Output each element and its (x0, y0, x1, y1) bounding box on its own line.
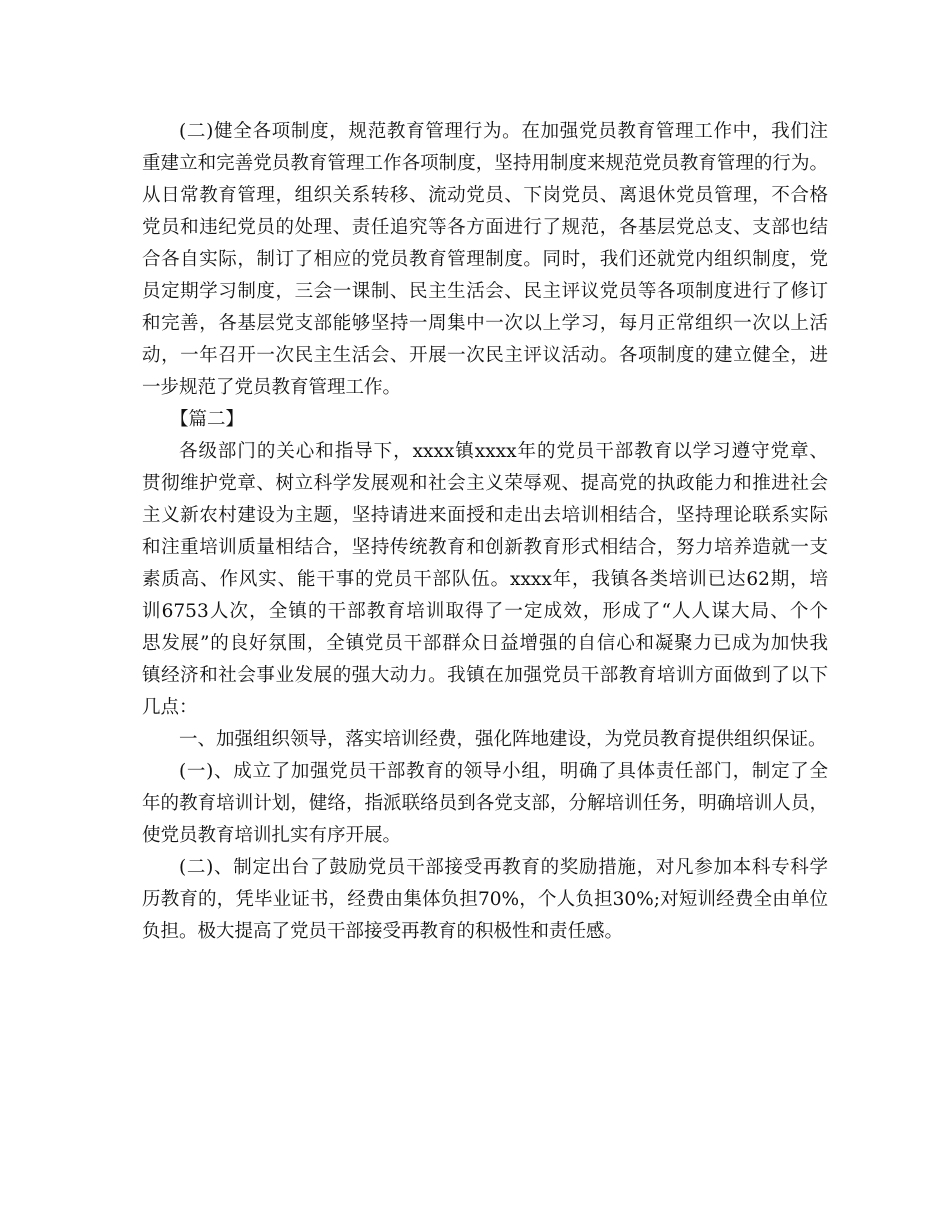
text-line: 历教育的，凭毕业证书，经费由集体负担70%，个人负担30%;对短训经费全由单位 (142, 889, 828, 910)
text-line: (二)健全各项制度，规范教育管理行为。在加强党员教育管理工作中，我们注 (179, 121, 828, 142)
text-line: 和完善，各基层党支部能够坚持一周集中一次以上学习，每月正常组织一次以上活 (142, 313, 828, 334)
paragraph (142, 436, 828, 724)
paragraph (142, 724, 828, 756)
paragraph (142, 852, 828, 948)
text-line: 素质高、作风实、能干事的党员干部队伍。xxxx年，我镇各类培训已达62期，培 (142, 569, 828, 590)
text-line: 贯彻维护党章、树立科学发展观和社会主义荣辱观、提高党的执政能力和推进社会 (142, 473, 828, 494)
text-line: (二)、制定出台了鼓励党员干部接受再教育的奖励措施，对凡参加本科专科学 (179, 857, 828, 878)
text-line: 一、加强组织领导，落实培训经费，强化阵地建设，为党员教育提供组织保证。 (179, 729, 827, 750)
section-heading-text: 【篇二】 (170, 409, 245, 430)
text-line: 一步规范了党员教育管理工作。 (142, 377, 402, 398)
text-line: 使党员教育培训扎实有序开展。 (142, 825, 402, 846)
paragraph (142, 116, 828, 404)
text-line: 从日常教育管理，组织关系转移、流动党员、下岗党员、离退休党员管理，不合格 (142, 185, 828, 206)
text-line: 主义新农村建设为主题，坚持请进来面授和走出去培训相结合，坚持理论联系实际 (142, 505, 828, 526)
text-line: 动，一年召开一次民主生活会、开展一次民主评议活动。各项制度的建立健全，进 (142, 345, 828, 366)
document-body (142, 116, 828, 948)
text-line: 镇经济和社会事业发展的强大动力。我镇在加强党员干部教育培训方面做到了以下 (142, 665, 828, 686)
text-line: 重建立和完善党员教育管理工作各项制度，坚持用制度来规范党员教育管理的行为。 (142, 153, 828, 174)
text-line: 合各自实际，制订了相应的党员教育管理制度。同时，我们还就党内组织制度，党 (142, 249, 828, 270)
text-line: 员定期学习制度，三会一课制、民主生活会、民主评议党员等各项制度进行了修订 (142, 281, 828, 302)
text-line: (一)、成立了加强党员干部教育的领导小组，明确了具体责任部门，制定了全 (179, 761, 828, 782)
text-line: 训6753人次，全镇的干部教育培训取得了一定成效，形成了“人人谋大局、个个 (142, 601, 828, 622)
text-line: 党员和违纪党员的处理、责任追究等各方面进行了规范，各基层党总支、支部也结 (142, 217, 828, 238)
text-line: 思发展”的良好氛围，全镇党员干部群众日益增强的自信心和凝聚力已成为加快我 (142, 633, 828, 654)
paragraph (142, 756, 828, 852)
text-line: 各级部门的关心和指导下，xxxx镇xxxx年的党员干部教育以学习遵守党章、 (179, 441, 828, 462)
text-line: 负担。极大提高了党员干部接受再教育的积极性和责任感。 (142, 921, 624, 942)
text-line: 和注重培训质量相结合，坚持传统教育和创新教育形式相结合，努力培养造就一支 (142, 537, 828, 558)
text-line: 年的教育培训计划，健络，指派联络员到各党支部，分解培训任务，明确培训人员， (142, 793, 828, 814)
text-line: 几点： (142, 697, 198, 718)
section-heading (142, 404, 828, 436)
